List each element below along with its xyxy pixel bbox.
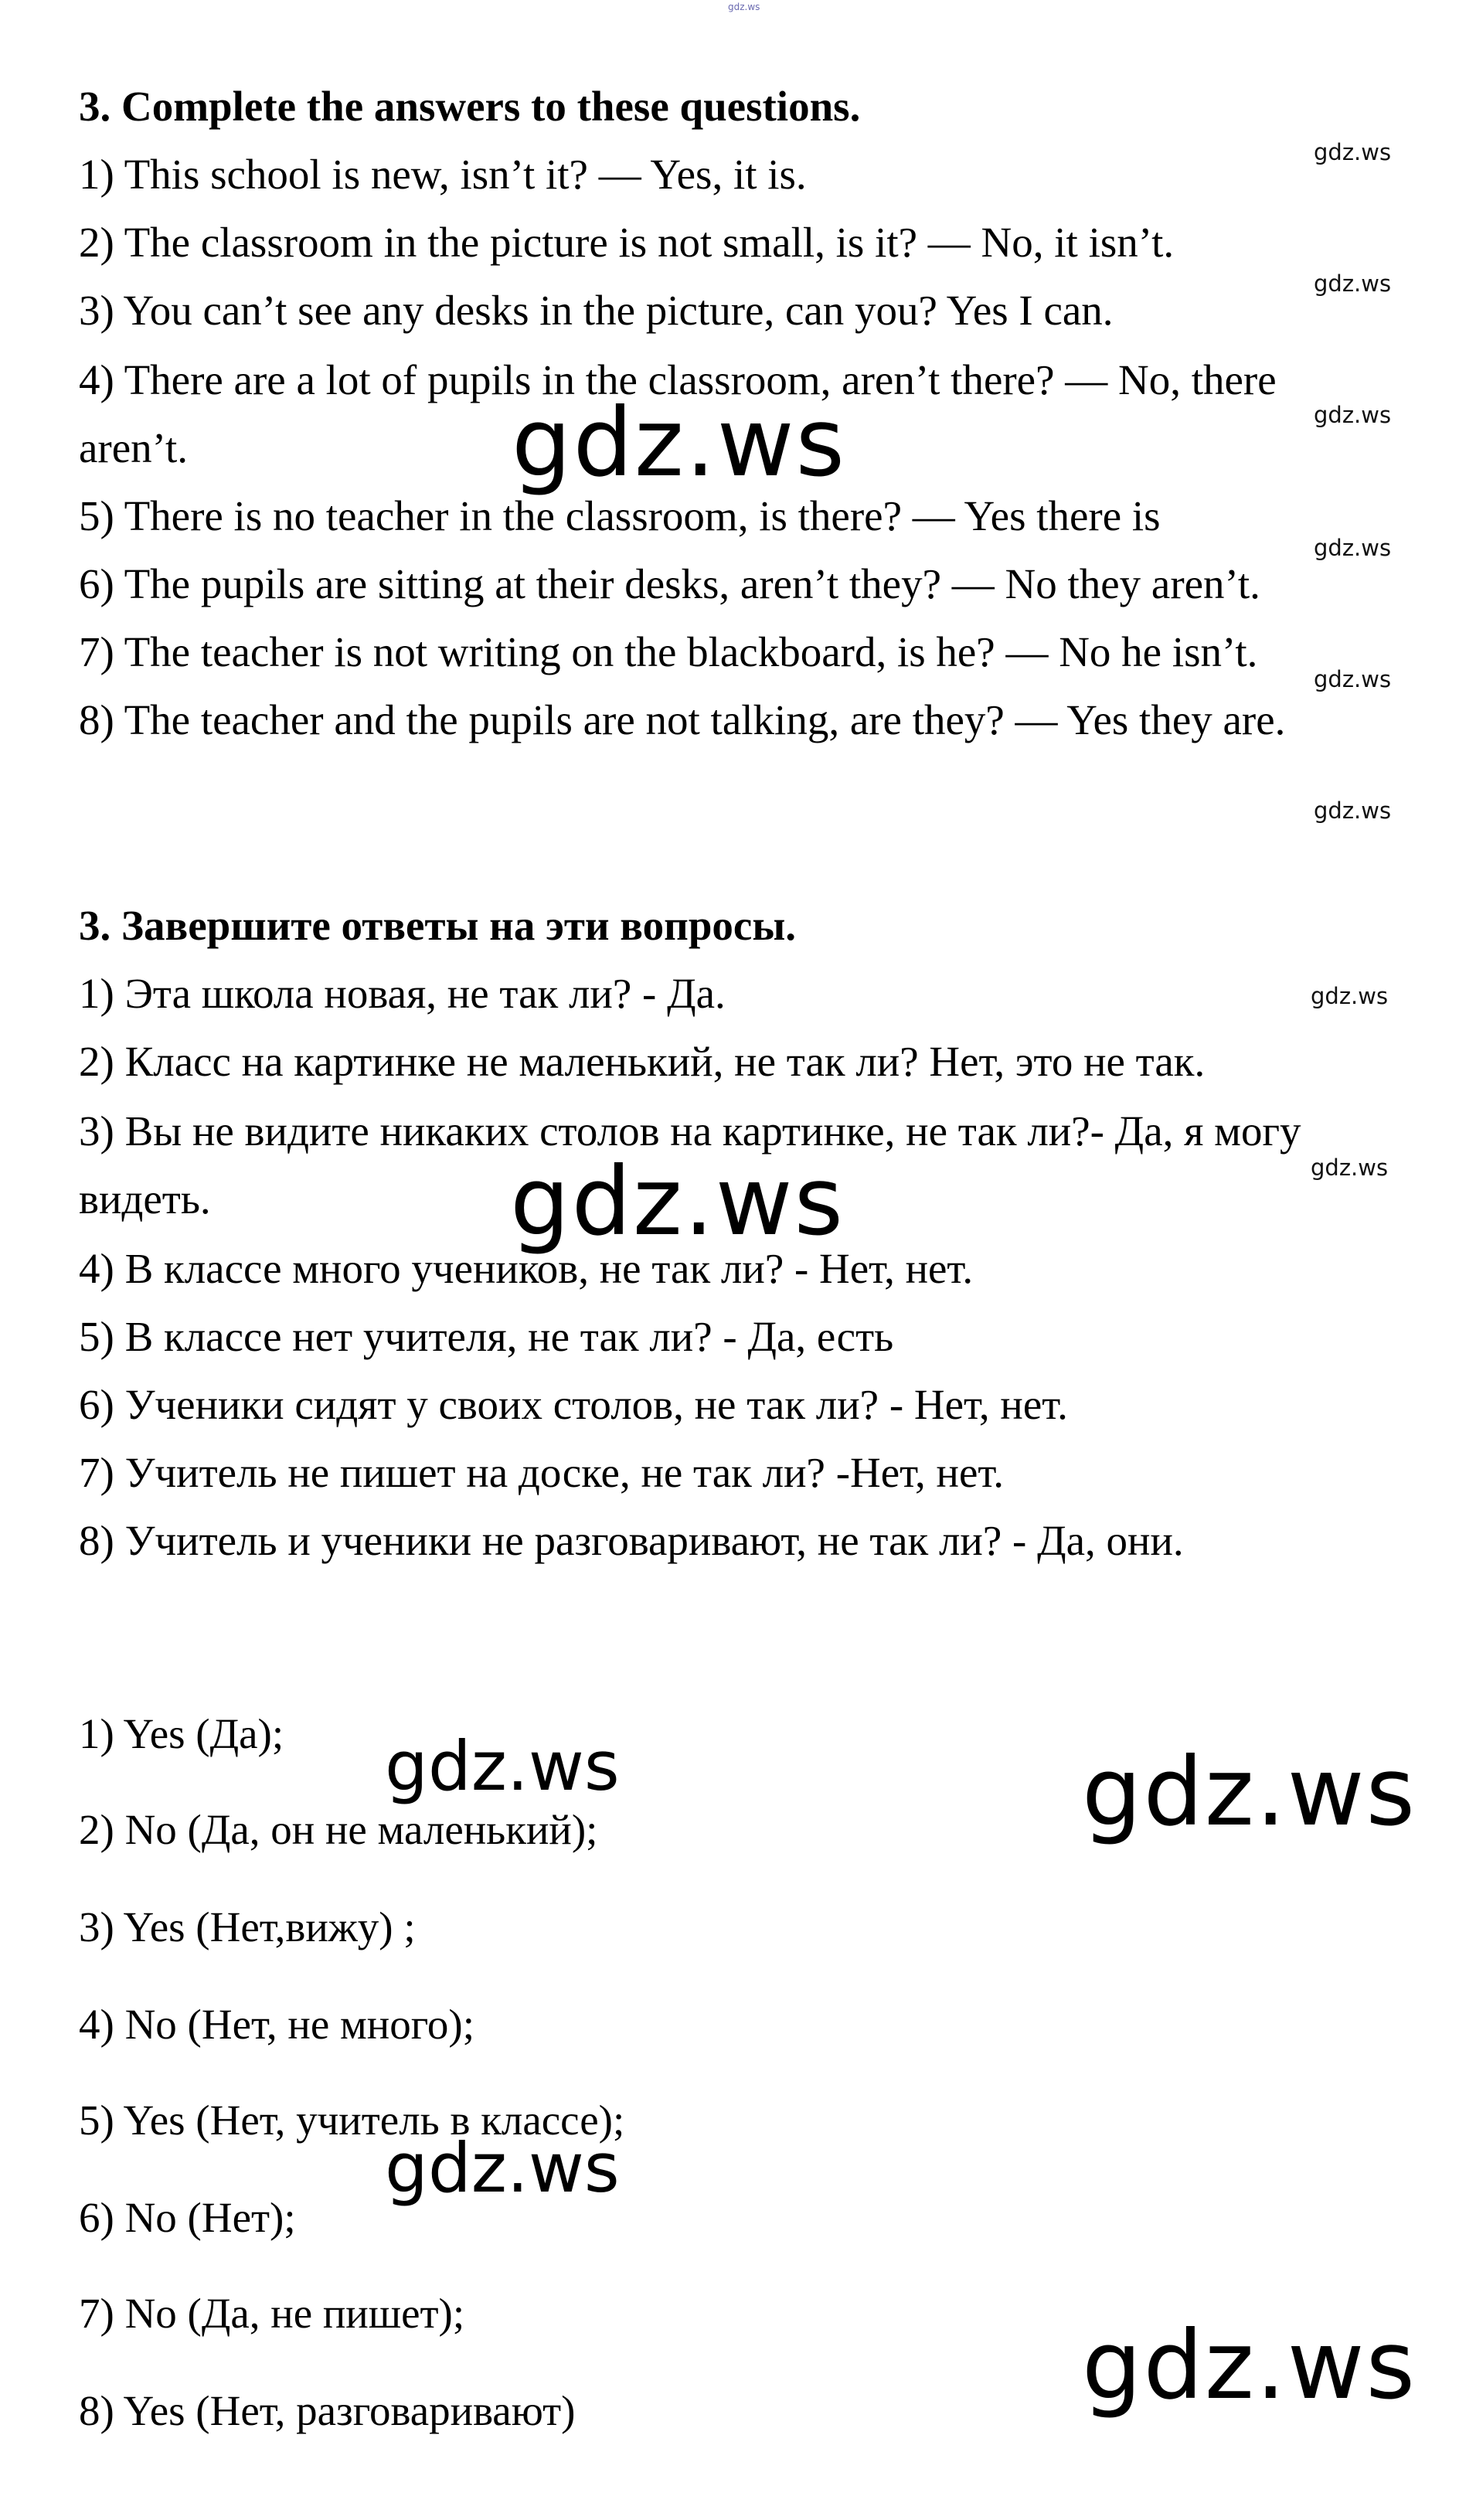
russian-item-5: 5) В классе нет учителя, не так ли? - Да, есть — [79, 1313, 894, 1360]
answer-4: 4) No (Нет, не много); — [79, 2001, 474, 2048]
english-item-6: 6) The pupils are sitting at their desks, aren’t they? — No they aren’t. — [79, 560, 1260, 607]
watermark-large: gdz.ws — [1082, 2311, 1417, 2420]
watermark-small: gdz.ws — [1314, 270, 1392, 297]
top-watermark: gdz.ws — [728, 2, 760, 12]
watermark-medium: gdz.ws — [385, 2128, 620, 2208]
russian-item-2: 2) Класс на картинке не маленький, не так ли? Нет, это не так. — [79, 1038, 1206, 1085]
english-item-8: 8) The teacher and the pupils are not talking, are they? — Yes they are. — [79, 696, 1286, 743]
answer-5: 5) Yes (Нет, учитель в классе); — [79, 2097, 625, 2144]
answer-3: 3) Yes (Нет,вижу) ; — [79, 1903, 416, 1950]
watermark-large: gdz.ws — [510, 1147, 845, 1257]
english-item-3: 3) You can’t see any desks in the picture, can you? Yes I can. — [79, 287, 1114, 334]
russian-item-3: 3) Вы не видите никаких столов на картинке, не так ли?- Да, я могу — [79, 1107, 1301, 1155]
russian-item-4: 4) В классе много учеников, не так ли? - Нет, нет. — [79, 1245, 974, 1292]
watermark-small: gdz.ws — [1311, 1155, 1389, 1181]
russian-item-6: 6) Ученики сидят у своих столов, не так ли? - Нет, нет. — [79, 1381, 1068, 1428]
watermark-small: gdz.ws — [1314, 666, 1392, 692]
watermark-small: gdz.ws — [1314, 797, 1392, 824]
english-item-4-cont: aren’t. — [79, 424, 188, 471]
russian-item-1: 1) Эта школа новая, не так ли? - Да. — [79, 970, 726, 1017]
watermark-small: gdz.ws — [1314, 402, 1392, 428]
watermark-small: gdz.ws — [1314, 139, 1392, 165]
answer-1: 1) Yes (Да); — [79, 1710, 284, 1757]
answer-2: 2) No (Да, он не маленький); — [79, 1806, 598, 1853]
answer-6: 6) No (Нет); — [79, 2194, 296, 2241]
watermark-small: gdz.ws — [1314, 535, 1392, 561]
watermark-large: gdz.ws — [512, 388, 847, 498]
russian-item-7: 7) Учитель не пишет на доске, не так ли? -Нет, нет. — [79, 1449, 1005, 1496]
russian-heading: 3. Завершите ответы на эти вопросы. — [79, 902, 797, 949]
english-item-1: 1) This school is new, isn’t it? — Yes, it is. — [79, 151, 807, 198]
answer-7: 7) No (Да, не пишет); — [79, 2290, 465, 2337]
watermark-small: gdz.ws — [1311, 983, 1389, 1009]
english-item-4: 4) There are a lot of pupils in the classroom, aren’t there? — No, there — [79, 356, 1277, 403]
russian-item-8: 8) Учитель и ученики не разговаривают, не так ли? - Да, они. — [79, 1517, 1184, 1564]
english-heading: 3. Complete the answers to these questions. — [79, 83, 861, 130]
russian-item-3-cont: видеть. — [79, 1175, 211, 1223]
english-item-2: 2) The classroom in the picture is not small, is it? — No, it isn’t. — [79, 219, 1175, 266]
answer-8: 8) Yes (Нет, разговаривают) — [79, 2387, 576, 2434]
english-item-5: 5) There is no teacher in the classroom, is there? — Yes there is — [79, 492, 1161, 539]
watermark-large: gdz.ws — [1082, 1737, 1417, 1847]
watermark-medium: gdz.ws — [385, 1726, 620, 1806]
english-item-7: 7) The teacher is not writing on the blackboard, is he? — No he isn’t. — [79, 628, 1258, 675]
